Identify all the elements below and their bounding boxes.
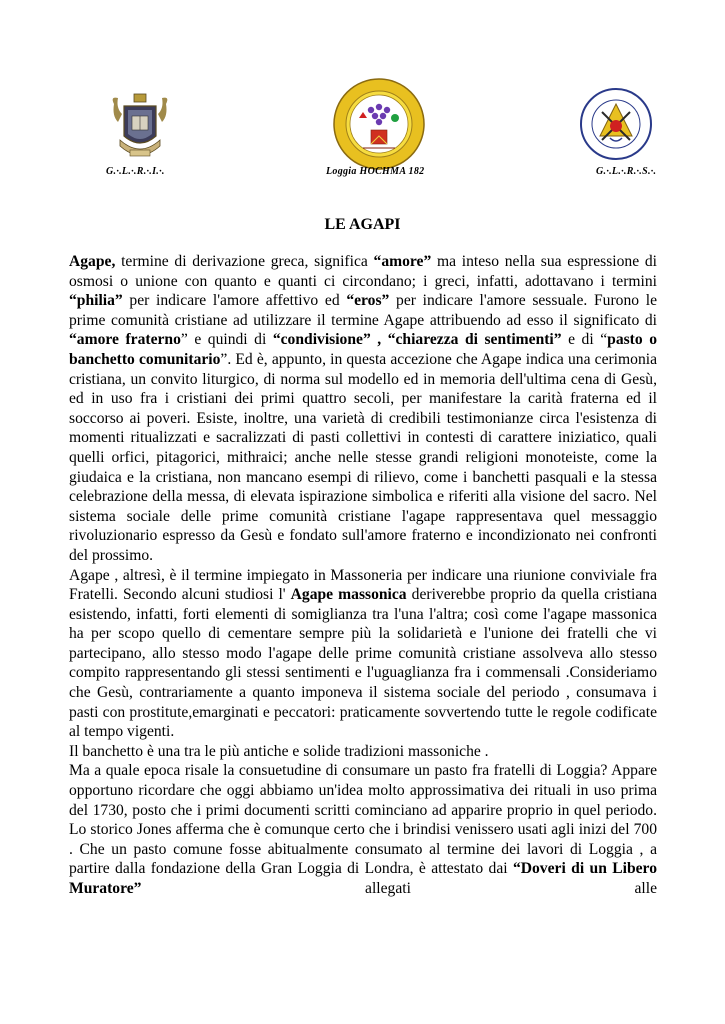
caption-glri: G.·.L.·.R.·.I.·. bbox=[106, 166, 165, 177]
text-run: deriverebbe proprio da quella cristiana esistendo, infatti, forti elementi di somiglianza tra l'una l'altra; così come l'agape massonica ha per scopo quello di cementare sempre più la solidarietà e l'unione dei fratelli che vi partecipano, allo stesso modo l'agape delle prime comunità cristiane assolveva allo stesso compito rappresentando gli stessi sentimenti e l'uguaglianza fra i commensali .Consideriamo che Gesù, contrariamente a quanto imponeva il sistema sociale del periodo , consumava i pasti con prostitute,emarginati e peccatori: praticamente sovvertendo tutte le regole codificate al tempo vigenti. bbox=[69, 586, 657, 741]
text-run: Agape , altresì, è il termine impiegato in Massoneria per indicare una riunione conviviale fra Fratelli. Secondo alcuni studiosi l' bbox=[69, 566, 657, 604]
term-doveri-libero-muratore: “Doveri di un Libero Muratore” bbox=[69, 860, 657, 897]
paragraph-3: Il banchetto è una tra le più antiche e solide tradizioni massoniche . bbox=[69, 742, 489, 760]
text-run: termine di derivazione greca, significa bbox=[115, 253, 374, 270]
term-pasto-comunitario: pasto o banchetto comunitario bbox=[69, 331, 657, 368]
term-agape: Agape, bbox=[69, 253, 116, 270]
term-amore: “amore” bbox=[373, 253, 432, 270]
text-run: allegati alle bbox=[141, 880, 657, 897]
text-run: Ma a quale epoca risale la consuetudine di consumare un pasto fra fratelli di Loggia? Appare opportuno ricordare che oggi abbiamo un'idea molto approssimativa dei rituali in uso prima del 1730, posto che i primi documenti scritti cominciano ad apparire proprio in quel periodo. Lo storico Jones afferma che è comunque certo che i brindisi venissero usati agli inizi del 700 . Che un pasto comune fosse abitualmente consumato al termine dei lavori di Loggia , a partire dalla fondazione della Gran Loggia di Londra, è attestato dai bbox=[69, 762, 657, 878]
text-run: ma inteso nella sua espressione di osmosi o unione con quanto e quanti ci circondano; i greci, infatti, adottavano i termini bbox=[69, 253, 657, 290]
text-run: e di “ bbox=[561, 331, 608, 349]
term-amore-fraterno: “amore fraterno bbox=[69, 331, 181, 349]
term-condivisione: “condivisione” , “chiarezza di sentimenti” bbox=[272, 331, 562, 349]
term-philia: “philia” bbox=[69, 292, 123, 310]
text-run: per indicare l'amore affettivo ed bbox=[122, 292, 347, 310]
paragraph-1 bbox=[69, 252, 657, 566]
document-title: LE AGAPI bbox=[324, 216, 401, 233]
glri-crest-logo bbox=[108, 92, 172, 164]
term-agape-massonica: Agape massonica bbox=[290, 586, 407, 604]
text-run: ”. Ed è, appunto, in questa accezione che Agape indica una cerimonia cristiana, un convito liturgico, di norma sul modello ed in memoria dell'ultima cena di Gesù, ed in uso fra i cristiani dei primi quattro secoli, per manifestare la carità fraterna ed il soccorso ai poveri. Esiste, inoltre, una varietà di credibili testimonianze circa l'esistenza di momenti ritualizzati e sacralizzati di pasti collettivi in contesti di carattere iniziatico, quali quelli orfici, pitagorici, mithraici; anche nelle stesse grandi religioni monoteiste, come la giudaica e la cristiana, non mancano esempi di rilievo, come i banchetti pasquali e la stessa celebrazione della messa, di elevata ispirazione simbolica e riferiti alla visione del sacro. Nel sistema sociale delle prime comunità cristiane l'agape rappresentava quel messaggio rivoluzionario espresso da Gesù e fondato sull'amore fraterno e incondizionato nei confronti del prossimo. bbox=[69, 350, 657, 564]
document-body bbox=[69, 252, 657, 899]
loggia-hochma-seal-logo bbox=[333, 78, 425, 170]
text-run: ” e quindi di bbox=[180, 331, 273, 349]
text-run: per indicare l'amore sessuale. Furono le prime comunità cristiane ad utilizzare il termine Agape attribuendo ad esso il significato di bbox=[69, 292, 657, 329]
term-eros: “eros” bbox=[346, 292, 390, 310]
paragraph-2 bbox=[69, 566, 657, 742]
caption-loggia: Loggia HOCHMA 182 bbox=[326, 166, 425, 177]
glrs-seal-logo bbox=[580, 88, 652, 160]
caption-glrs: G.·.L.·.R.·.S.·. bbox=[596, 166, 657, 177]
paragraph-4 bbox=[69, 761, 657, 898]
